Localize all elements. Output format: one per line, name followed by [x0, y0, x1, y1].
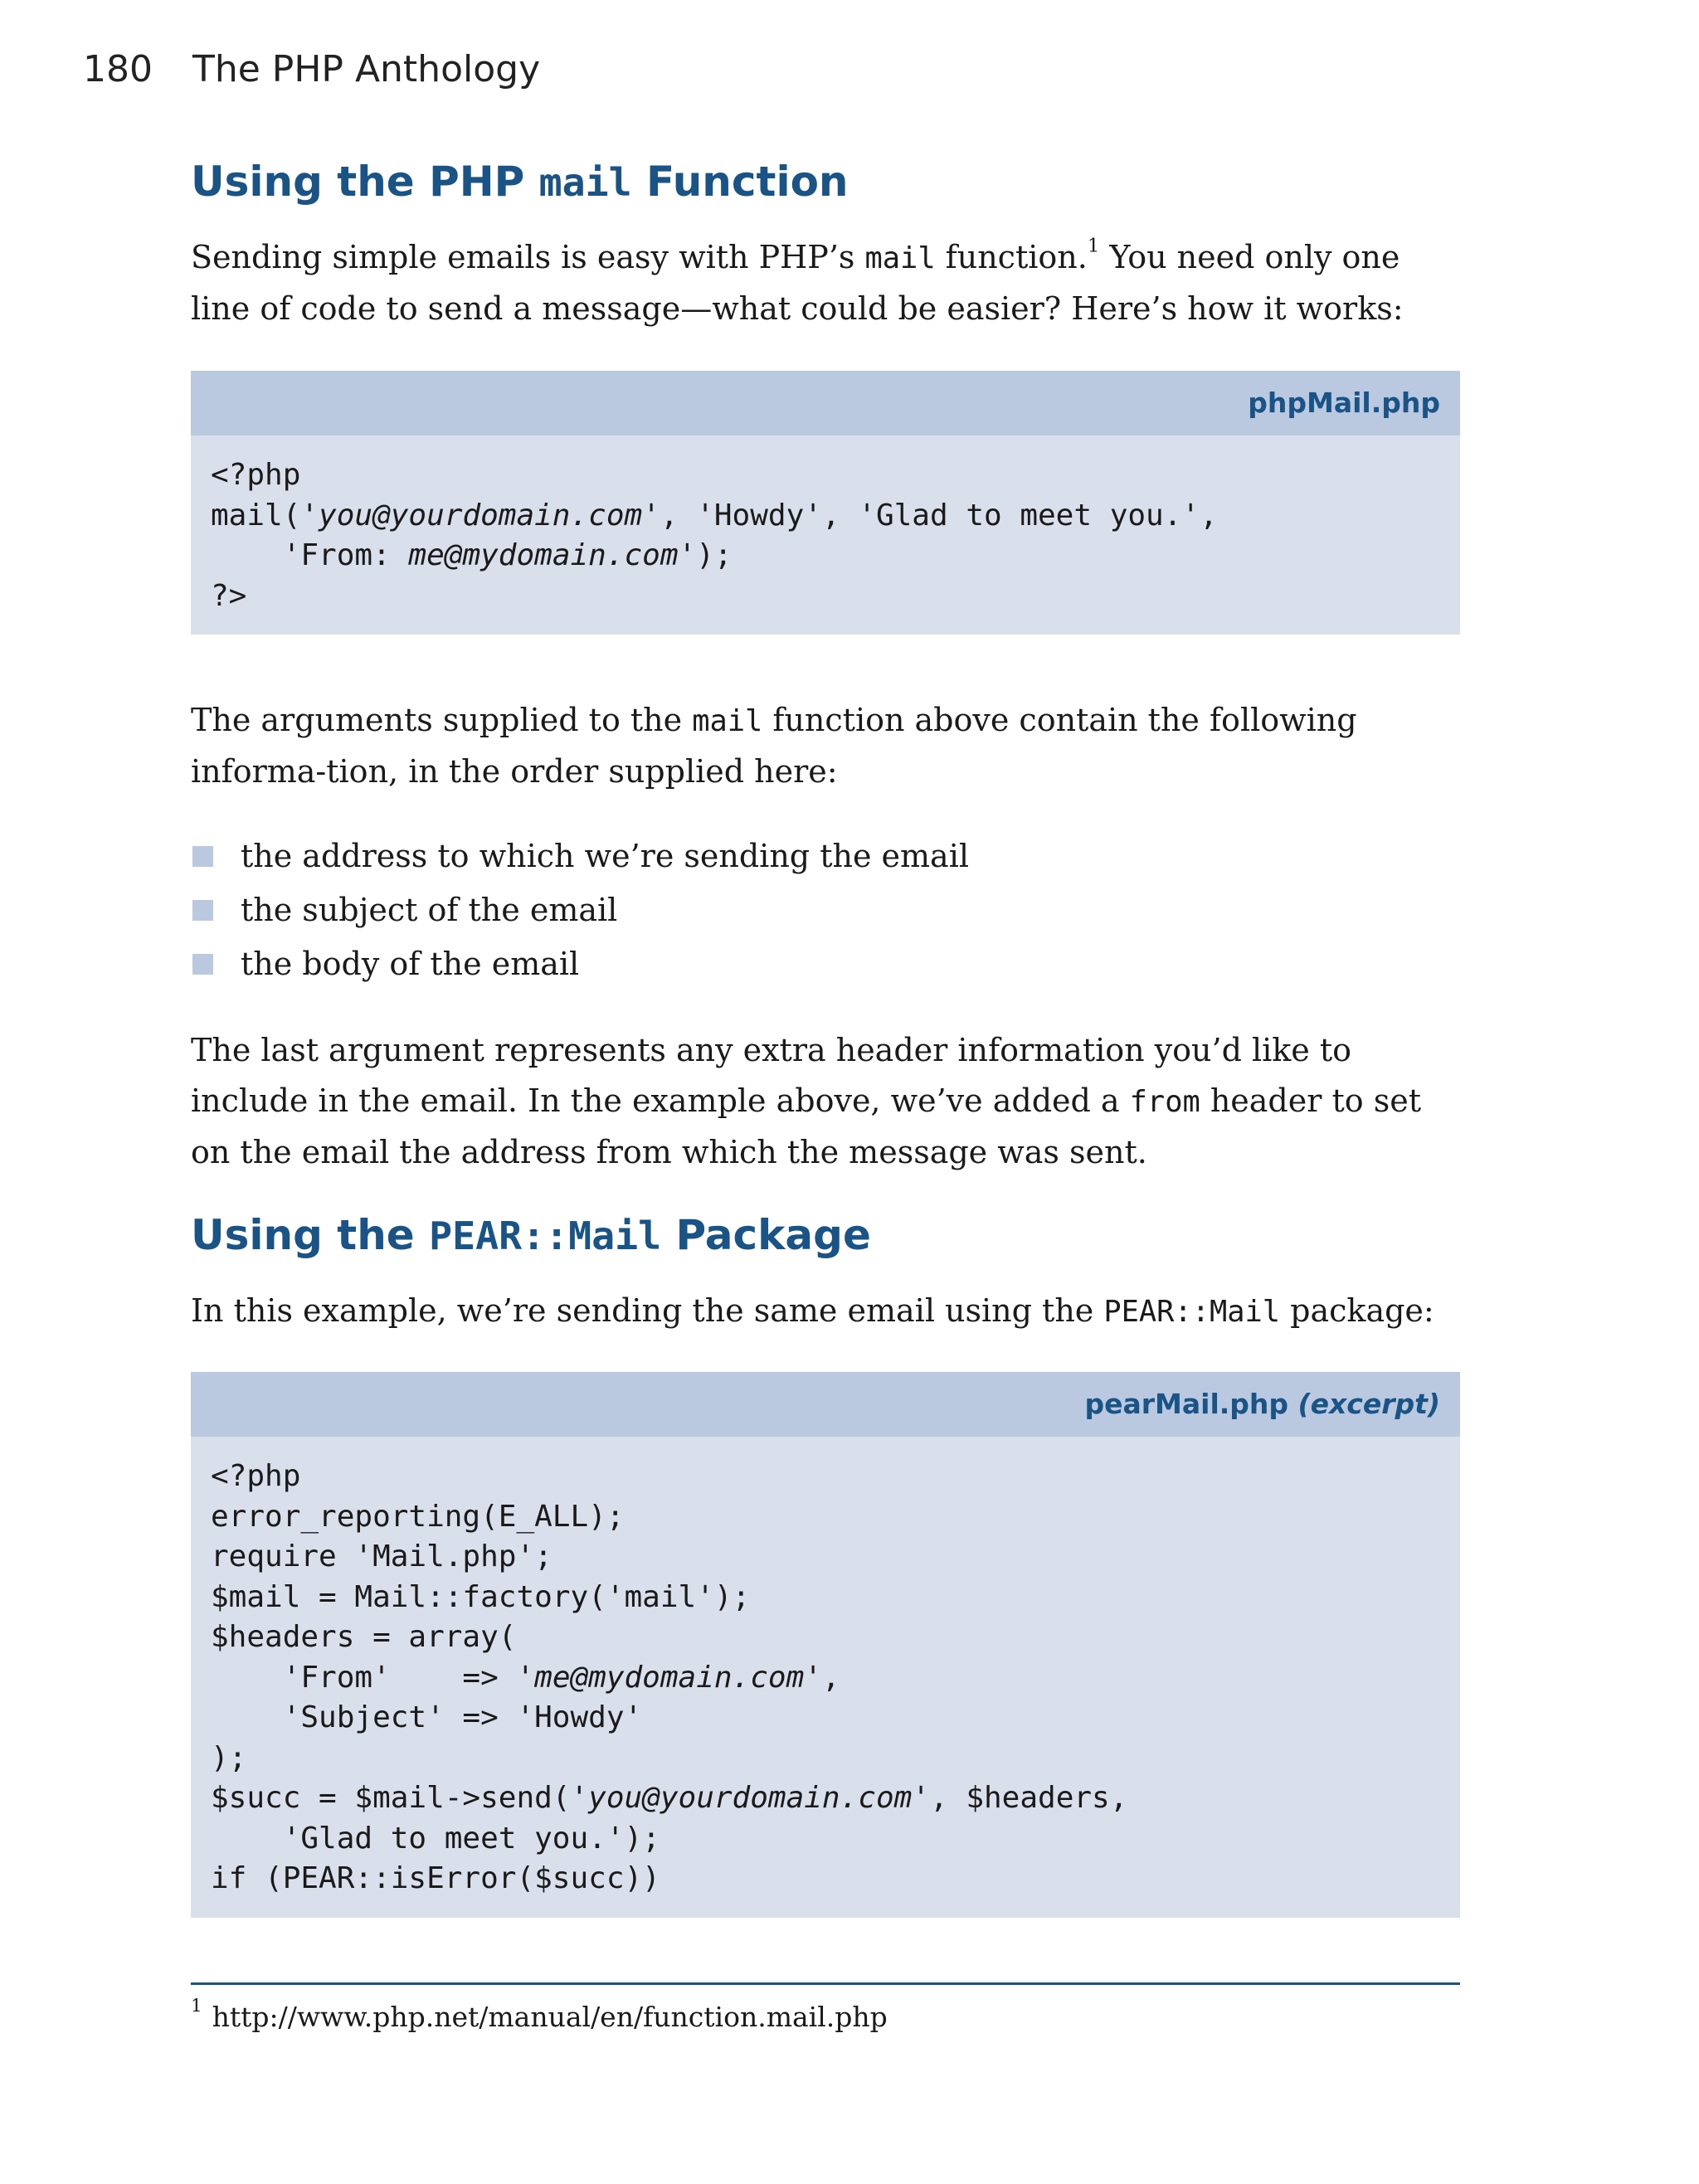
footnote-marker: 1: [191, 1995, 202, 2016]
page-number: 180: [83, 48, 153, 90]
footnote-reference: 1: [1087, 235, 1100, 257]
code-listing-filename: phpMail.php: [191, 371, 1460, 435]
inline-code: mail: [692, 704, 763, 738]
bullet-square-icon: [192, 846, 213, 867]
header-paragraph: The last argument represents any extra header information you’d like to include in the email. In the example above, we’ve added a from header to set on the email the address from which the message was sent.: [191, 1032, 1421, 1170]
heading-code: mail: [538, 160, 632, 205]
bullet-square-icon: [192, 900, 213, 921]
argument-list: [191, 829, 969, 991]
footnote-divider: [191, 1982, 1460, 1985]
heading-code: PEAR::Mail: [429, 1214, 662, 1258]
section-heading-mail-function: Using the PHP mail Function: [191, 158, 849, 206]
code-listing-filename: pearMail.php (excerpt): [191, 1372, 1460, 1437]
inline-code: PEAR::Mail: [1103, 1295, 1281, 1329]
code-listing-phpmail: [191, 371, 1460, 635]
code-listing-note: (excerpt): [1297, 1388, 1440, 1420]
pear-intro-paragraph: In this example, we’re sending the same email using the PEAR::Mail package:: [191, 1292, 1434, 1329]
list-item: the address to which we’re sending the email: [191, 829, 969, 883]
inline-code: mail: [864, 241, 936, 275]
bullet-square-icon: [192, 954, 213, 975]
intro-paragraph: Sending simple emails is easy with PHP’s mail function.$^1$ You need only one line of code to send a message—what could be easier? Here’s how it works:: [191, 235, 1404, 327]
footnote: [191, 1995, 888, 2034]
list-item: the subject of the email: [191, 883, 969, 937]
inline-code: from: [1129, 1085, 1200, 1119]
code-block: <?php error_reporting(E_ALL); require 'Mail.php'; $mail = Mail::factory('mail'); $headers = array( 'From' => 'me@mydomain.com', 'Subject' => 'Howdy' ); $succ = $mail->send('you@yourdomain.com', $headers, 'Glad to meet you.'); if (PEAR::isError($succ)): [211, 1459, 1128, 1895]
code-block: <?php mail('you@yourdomain.com', 'Howdy', 'Glad to meet you.', 'From: me@mydomain.com'); ?>: [211, 458, 1218, 613]
list-item: the body of the email: [191, 937, 969, 991]
page-header: [83, 48, 540, 90]
footnote-url: http://www.php.net/manual/en/function.mail.php: [212, 2001, 888, 2033]
arguments-paragraph: The arguments supplied to the mail function above contain the following informa-tion, in the order supplied here:: [191, 702, 1357, 790]
section-heading-pear-mail: Using the PEAR::Mail Package: [191, 1211, 871, 1259]
code-listing-pearmail: [191, 1372, 1460, 1918]
running-title: The PHP Anthology: [192, 48, 541, 90]
